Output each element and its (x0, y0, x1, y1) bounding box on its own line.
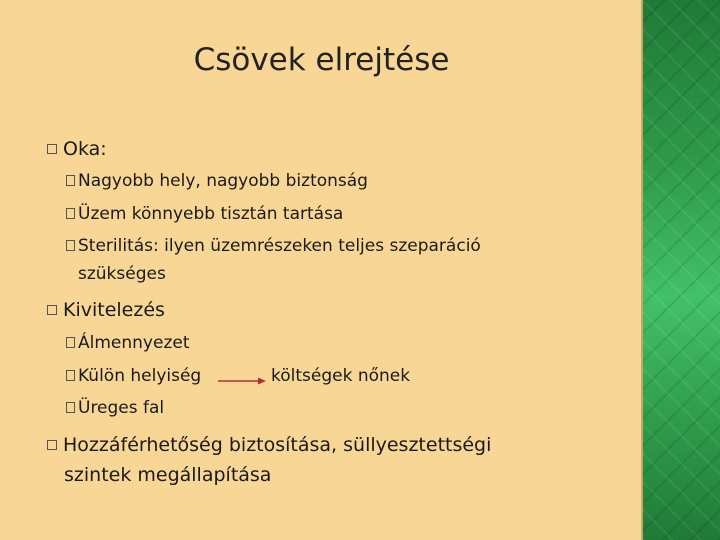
consequence-text: költségek nőnek (271, 366, 411, 386)
sub-bullet-text: Üreges fal (78, 398, 165, 418)
bullet-text: szintek megállapítása (64, 464, 272, 486)
bullet-text: Oka: (63, 138, 107, 160)
bullet-continuation (64, 462, 271, 488)
bullet-text: Hozzáférhetőség biztosítása, süllyesztettségi (63, 434, 492, 456)
decorative-side-panel (643, 0, 720, 540)
checkbox-bullet-icon (47, 305, 57, 315)
sub-bullet-text: Nagyobb hely, nagyobb biztonság (78, 171, 368, 191)
checkbox-bullet-icon (47, 440, 57, 450)
bullet-oka (47, 136, 107, 162)
checkbox-bullet-icon (66, 402, 75, 413)
checkbox-bullet-icon (66, 175, 75, 186)
sub-bullet (66, 397, 164, 419)
sub-bullet-text: Álmennyezet (78, 333, 190, 353)
sub-bullet (66, 203, 343, 225)
checkbox-bullet-icon (47, 144, 57, 154)
sub-bullet (66, 235, 481, 257)
bullet-text: Kivitelezés (63, 299, 165, 321)
sub-bullet-text: Üzem könnyebb tisztán tartása (78, 204, 344, 224)
bullet-kivitelezes (47, 297, 165, 323)
sub-bullet-text: Sterilitás: ilyen üzemrészeken teljes szeparáció (78, 236, 481, 256)
sub-bullet-text: Külön helyiség (78, 366, 202, 386)
checkbox-bullet-icon (66, 337, 75, 348)
slide-title: Csövek elrejtése (193, 42, 450, 78)
checkbox-bullet-icon (66, 370, 75, 381)
sub-bullet (66, 365, 201, 387)
checkbox-bullet-icon (66, 240, 75, 251)
sub-bullet (66, 170, 368, 192)
arrow-right-icon (218, 376, 266, 386)
sub-bullet-continuation (78, 263, 166, 285)
checkbox-bullet-icon (66, 208, 75, 219)
bullet-hozzaferhetoseg (47, 432, 491, 458)
sub-bullet-text: szükséges (78, 264, 166, 284)
sub-bullet (66, 332, 190, 354)
